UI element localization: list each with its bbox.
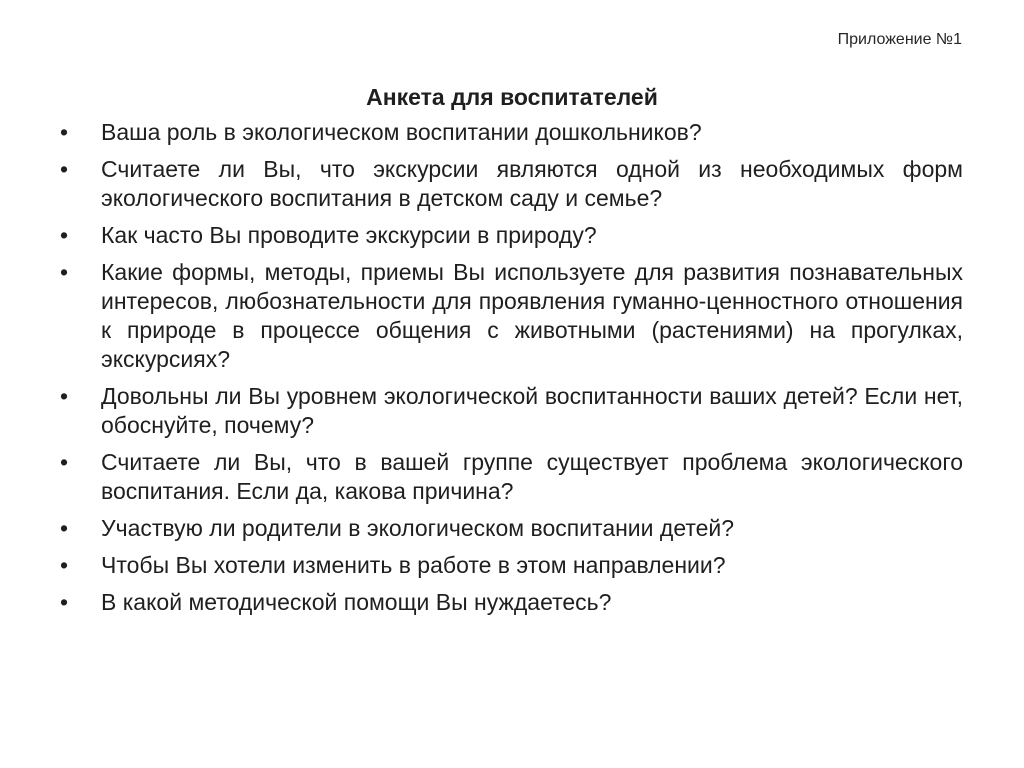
appendix-label: Приложение №1 [837, 31, 962, 48]
question-item-2 [60, 155, 963, 213]
question-item-6 [60, 448, 963, 506]
question-text-4: Какие формы, методы, приемы Вы используете для развития познавательных интересов, любознательности для проявления гуманно-ценностного отношения к природе в процессе общения с животными (растениями) на прогулках, экскурсиях? [101, 259, 963, 372]
document-title: Анкета для воспитателей [366, 84, 658, 110]
question-list [60, 118, 963, 625]
question-item-9 [60, 588, 963, 617]
question-item-5 [60, 382, 963, 440]
question-text-1: Ваша роль в экологическом воспитании дошкольников? [101, 119, 702, 145]
bullet-icon: • [60, 259, 69, 285]
bullet-icon: • [60, 515, 69, 541]
bullet-icon: • [60, 156, 69, 182]
bullet-icon: • [60, 552, 69, 578]
question-text-5: Довольны ли Вы уровнем экологической воспитанности ваших детей? Если нет, обоснуйте, почему? [101, 383, 963, 438]
question-text-8: Чтобы Вы хотели изменить в работе в этом направлении? [101, 552, 726, 578]
question-item-3 [60, 221, 963, 250]
question-item-8 [60, 551, 963, 580]
bullet-icon: • [60, 222, 69, 248]
question-text-2: Считаете ли Вы, что экскурсии являются одной из необходимых форм экологического воспитания в детском саду и семье? [101, 156, 963, 211]
question-text-6: Считаете ли Вы, что в вашей группе существует проблема экологического воспитания. Если да, какова причина? [101, 449, 963, 504]
question-item-7 [60, 514, 963, 543]
bullet-icon: • [60, 449, 69, 475]
bullet-icon: • [60, 589, 69, 615]
question-item-4 [60, 258, 963, 374]
question-text-7: Участвую ли родители в экологическом воспитании детей? [101, 515, 735, 541]
bullet-icon: • [60, 383, 69, 409]
question-text-9: В какой методической помощи Вы нуждаетесь? [101, 589, 612, 615]
question-text-3: Как часто Вы проводите экскурсии в природу? [101, 222, 597, 248]
question-item-1 [60, 118, 963, 147]
bullet-icon: • [60, 119, 69, 145]
